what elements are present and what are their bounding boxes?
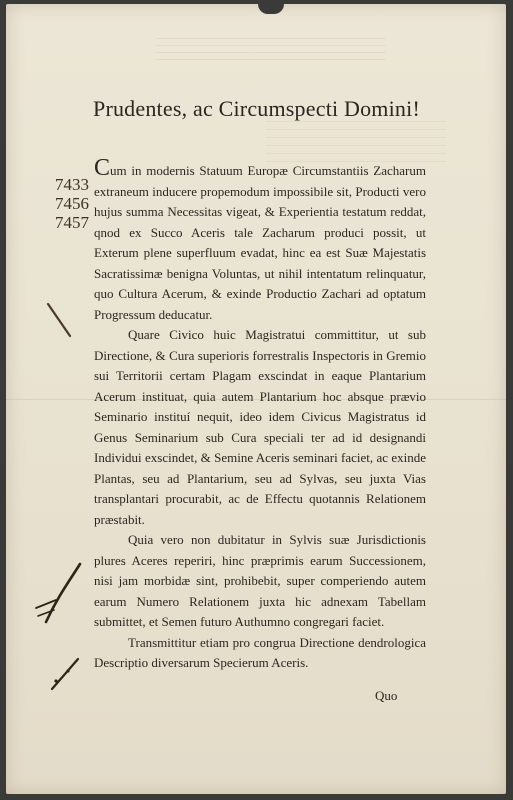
paragraph: Transmittitur etiam pro congrua Directione dendrologica Descriptio diversarum Specierum Aceris. (94, 634, 426, 670)
catchword: Quo (375, 688, 398, 703)
paragraph: Quia vero non dubitatur in Sylvis suæ Jurisdictionis plures Aceres reperiri, hinc præprimis earum Successionem, nisi jam morbidæ sint, prohibebit, super comperiendo autem earum Numero Relationem juxta hic adnexam Tabellam submittet, et Semen futuro Authumno congregari faciet. (94, 532, 426, 629)
margin-number: 7457 (55, 213, 89, 232)
salutation-heading: Prudentes, ac Circumspecti Domini! (93, 96, 420, 121)
pencil-mark-icon (30, 560, 90, 630)
page-tear (258, 4, 284, 14)
pencil-mark-icon (44, 655, 84, 695)
initial-letter: C (94, 155, 111, 181)
paragraph: Quare Civico huic Magistratui committitur, ut sub Directione, & Cura superioris forrestralis Inspectoris in Gremio sui Territorii certam Plagam exscindat in eaque Plantarium Acerum instituat, quia autem Plantarium hoc absque prævio Seminario instituí nequit, ideo idem Civicus Magistratus id Genus Seminarium sub Cura speciali ter ad id designandi Individui exscindet, & Semine Aceris seminari faciet, ac exinde Plantas, seu ad Plantarium, seu ad Sylvas, seu juxta Vias transplantari procurabit, ac de Effectu quotannis Relationem præstabit. (94, 327, 426, 527)
margin-number: 7456 (55, 194, 89, 213)
decree-body (94, 155, 426, 674)
margin-number: 7433 (55, 175, 89, 194)
pencil-mark-icon (40, 300, 80, 340)
bleed-through-text (156, 32, 386, 66)
paragraph (94, 155, 426, 325)
margin-reference-numbers (55, 176, 89, 233)
paragraph-text: um in modernis Statuum Europæ Circumstantiis Zacharum extraneum inducere propemodum impossibile sit, Producti vero hujus summa Necessitas vigeat, & Experientia testatum reddat, qnod ex Succo Aceris tale Zacharum produci possit, ut Exterum plene superfluum evadat, hinc ea est Suæ Majestatis Sacratissimæ benigna Voluntas, ut nihil intentatum relinquatur, quo Cultura Acerum, & exinde Productio Zachari ad optatum Progressum deducatur. (94, 163, 426, 322)
